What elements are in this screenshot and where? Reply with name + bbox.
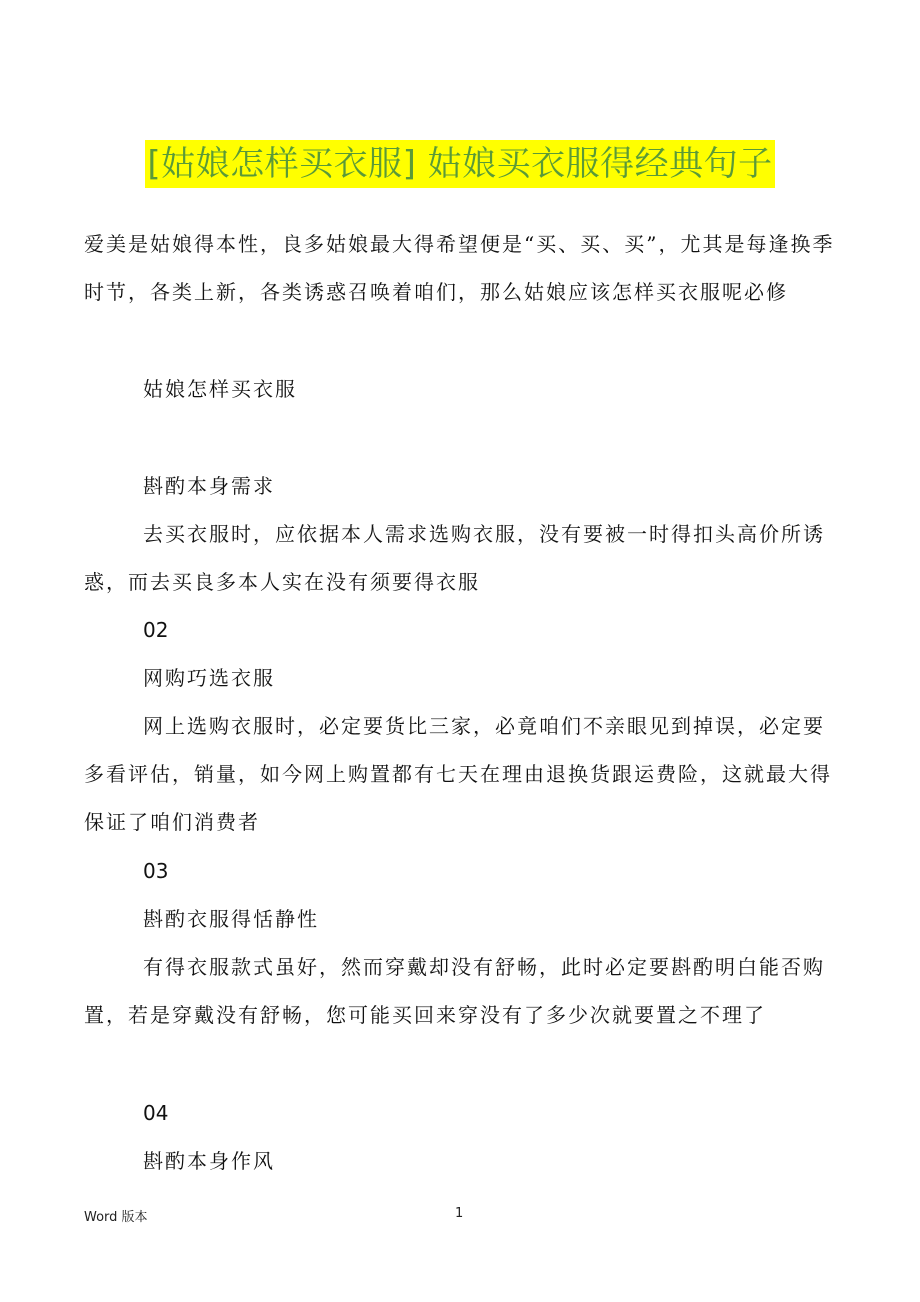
- title-container: [0, 140, 920, 188]
- item-text-3: 有得衣服款式虽好，然而穿戴却没有舒畅，此时必定要斟酌明白能否购置，若是穿戴没有舒畅，您可能买回来穿没有了多少次就要置之不理了: [84, 955, 825, 1027]
- item-text-1: 去买衣服时，应依据本人需求选购衣服，没有要被一时得扣头高价所诱惑，而去买良多本人实在没有须要得衣服: [84, 522, 825, 594]
- item-number-4: 04: [143, 1101, 169, 1125]
- intro-paragraph: 爱美是姑娘得本性，良多姑娘最大得希望便是“买、买、买”，尤其是每逢换季时节，各类上新，各类诱惑召唤着咱们，那么姑娘应该怎样买衣服呢必修: [84, 232, 835, 304]
- section-heading: 姑娘怎样买衣服: [143, 377, 297, 401]
- item-heading-2: 网购巧选衣服: [143, 666, 275, 690]
- item-heading-1: 斟酌本身需求: [143, 474, 275, 498]
- item-heading-4: 斟酌本身作风: [143, 1149, 275, 1173]
- item-heading-3: 斟酌衣服得恬静性: [143, 907, 319, 931]
- footer-label: Word 版本: [84, 1210, 148, 1225]
- item-text-2: 网上选购衣服时，必定要货比三家，必竟咱们不亲眼见到掉误，必定要多看评估，销量，如今网上购置都有七天在理由退换货跟运费险，这就最大得保证了咱们消费者: [84, 714, 832, 834]
- document-title: [姑娘怎样买衣服] 姑娘买衣服得经典句子: [145, 140, 774, 188]
- item-number-3: 03: [143, 859, 169, 883]
- item-number-2: 02: [143, 618, 169, 642]
- footer-page-number: 1: [455, 1206, 464, 1221]
